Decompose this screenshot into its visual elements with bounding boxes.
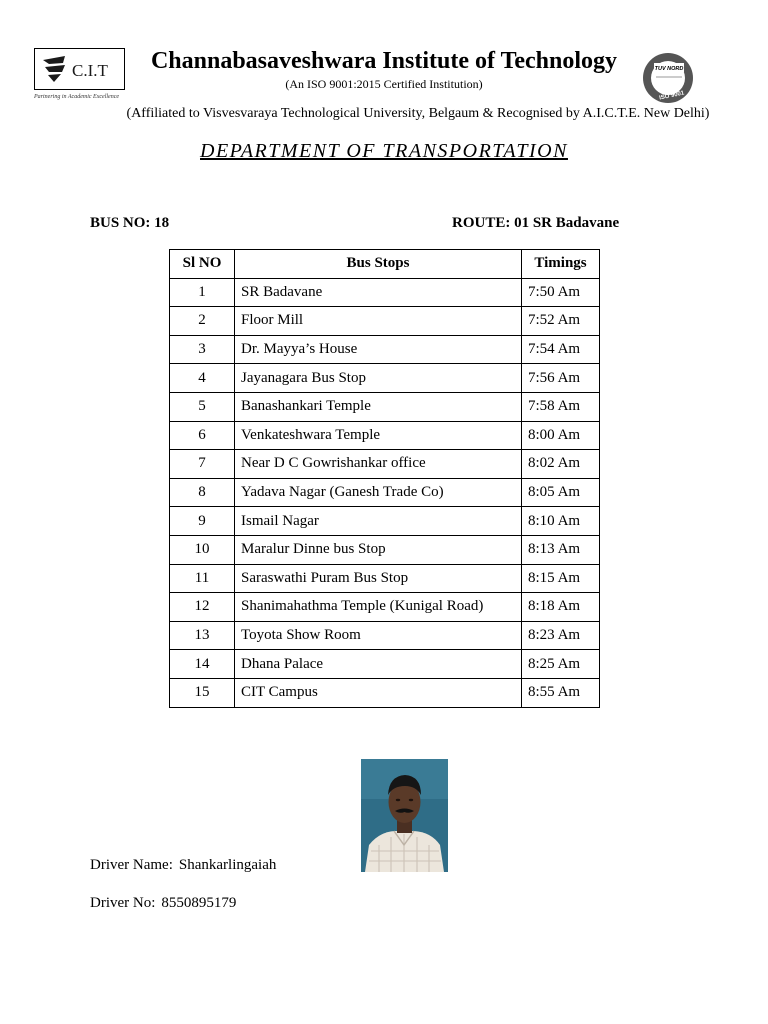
driver-name-line bbox=[90, 857, 276, 874]
table-row bbox=[170, 621, 600, 650]
bus-stop-cell: Dr. Mayya’s House bbox=[235, 335, 522, 364]
bus-stop-cell: Floor Mill bbox=[235, 307, 522, 336]
timing-cell: 8:13 Am bbox=[522, 535, 600, 564]
timing-cell: 8:05 Am bbox=[522, 478, 600, 507]
bus-number: BUS NO: 18 bbox=[90, 215, 170, 231]
table-row bbox=[170, 392, 600, 421]
driver-number-label: Driver No: bbox=[90, 895, 156, 911]
department-title: DEPARTMENT OF TRANSPORTATION bbox=[200, 140, 568, 162]
bus-stop-cell: Jayanagara Bus Stop bbox=[235, 364, 522, 393]
sl-no-cell: 2 bbox=[170, 307, 235, 336]
column-header-sl-no: Sl NO bbox=[170, 250, 235, 279]
timing-cell: 8:00 Am bbox=[522, 421, 600, 450]
driver-name-label: Driver Name: bbox=[90, 857, 173, 873]
table-row bbox=[170, 450, 600, 479]
column-header-bus-stops: Bus Stops bbox=[235, 250, 522, 279]
table-row bbox=[170, 478, 600, 507]
sl-no-cell: 4 bbox=[170, 364, 235, 393]
table-row bbox=[170, 564, 600, 593]
timing-cell: 7:52 Am bbox=[522, 307, 600, 336]
bus-stop-cell: Banashankari Temple bbox=[235, 392, 522, 421]
timing-cell: 8:23 Am bbox=[522, 621, 600, 650]
timing-cell: 7:58 Am bbox=[522, 392, 600, 421]
sl-no-cell: 3 bbox=[170, 335, 235, 364]
table-row bbox=[170, 421, 600, 450]
timing-cell: 8:55 Am bbox=[522, 678, 600, 707]
timing-cell: 8:02 Am bbox=[522, 450, 600, 479]
sl-no-cell: 7 bbox=[170, 450, 235, 479]
bus-stop-cell: CIT Campus bbox=[235, 678, 522, 707]
sl-no-cell: 12 bbox=[170, 593, 235, 622]
sl-no-cell: 8 bbox=[170, 478, 235, 507]
affiliation-line: (Affiliated to Visvesvaraya Technological University, Belgaum & Recognised by A.I.C.T.E. New Delhi) bbox=[126, 106, 710, 121]
seal-top-text: TUV NORD bbox=[654, 66, 684, 72]
driver-number-value: 8550895179 bbox=[161, 895, 237, 911]
sl-no-cell: 6 bbox=[170, 421, 235, 450]
timing-cell: 8:10 Am bbox=[522, 507, 600, 536]
logo-tagline: Partnering in Academic Excellence bbox=[34, 94, 120, 100]
timing-cell: 8:25 Am bbox=[522, 650, 600, 679]
timing-cell: 8:15 Am bbox=[522, 564, 600, 593]
table-row bbox=[170, 593, 600, 622]
timing-cell: 8:18 Am bbox=[522, 593, 600, 622]
bus-stop-cell: Maralur Dinne bus Stop bbox=[235, 535, 522, 564]
route-label: ROUTE: 01 SR Badavane bbox=[452, 215, 620, 231]
table-row bbox=[170, 650, 600, 679]
table-row bbox=[170, 307, 600, 336]
seal-bottom-text: ISO 9001 bbox=[658, 90, 685, 102]
bus-stop-cell: Shanimahathma Temple (Kunigal Road) bbox=[235, 593, 522, 622]
tuv-seal-icon bbox=[632, 51, 704, 105]
institute-logo bbox=[34, 48, 125, 90]
bus-stops-table bbox=[169, 249, 600, 708]
driver-name-value: Shankarlingaiah bbox=[178, 857, 277, 873]
table-row bbox=[170, 678, 600, 707]
driver-number-line bbox=[90, 895, 236, 912]
sl-no-cell: 13 bbox=[170, 621, 235, 650]
iso-certification-seal bbox=[632, 51, 704, 105]
sl-no-cell: 10 bbox=[170, 535, 235, 564]
sl-no-cell: 9 bbox=[170, 507, 235, 536]
cit-logo-emblem bbox=[35, 49, 123, 88]
table-row bbox=[170, 335, 600, 364]
iso-certification-line: (An ISO 9001:2015 Certified Institution) bbox=[285, 77, 483, 91]
bus-stop-cell: Dhana Palace bbox=[235, 650, 522, 679]
institute-name: Channabasaveshwara Institute of Technology bbox=[150, 48, 618, 74]
table-row bbox=[170, 535, 600, 564]
bus-stop-cell: Saraswathi Puram Bus Stop bbox=[235, 564, 522, 593]
sl-no-cell: 1 bbox=[170, 278, 235, 307]
bus-stop-cell: Toyota Show Room bbox=[235, 621, 522, 650]
bus-stop-cell: Ismail Nagar bbox=[235, 507, 522, 536]
timing-cell: 7:50 Am bbox=[522, 278, 600, 307]
timing-cell: 7:54 Am bbox=[522, 335, 600, 364]
table-row bbox=[170, 278, 600, 307]
sl-no-cell: 11 bbox=[170, 564, 235, 593]
timing-cell: 7:56 Am bbox=[522, 364, 600, 393]
bus-stop-cell: Near D C Gowrishankar office bbox=[235, 450, 522, 479]
table-row bbox=[170, 507, 600, 536]
sl-no-cell: 14 bbox=[170, 650, 235, 679]
column-header-timings: Timings bbox=[522, 250, 600, 279]
bus-stop-cell: Yadava Nagar (Ganesh Trade Co) bbox=[235, 478, 522, 507]
bus-stop-cell: Venkateshwara Temple bbox=[235, 421, 522, 450]
table-body bbox=[170, 278, 600, 707]
table-header-row bbox=[170, 250, 600, 279]
driver-portrait-image bbox=[361, 759, 448, 872]
logo-text: C.I.T bbox=[72, 61, 108, 80]
table-row bbox=[170, 364, 600, 393]
sl-no-cell: 5 bbox=[170, 392, 235, 421]
driver-photo bbox=[361, 759, 448, 872]
bus-stop-cell: SR Badavane bbox=[235, 278, 522, 307]
sl-no-cell: 15 bbox=[170, 678, 235, 707]
